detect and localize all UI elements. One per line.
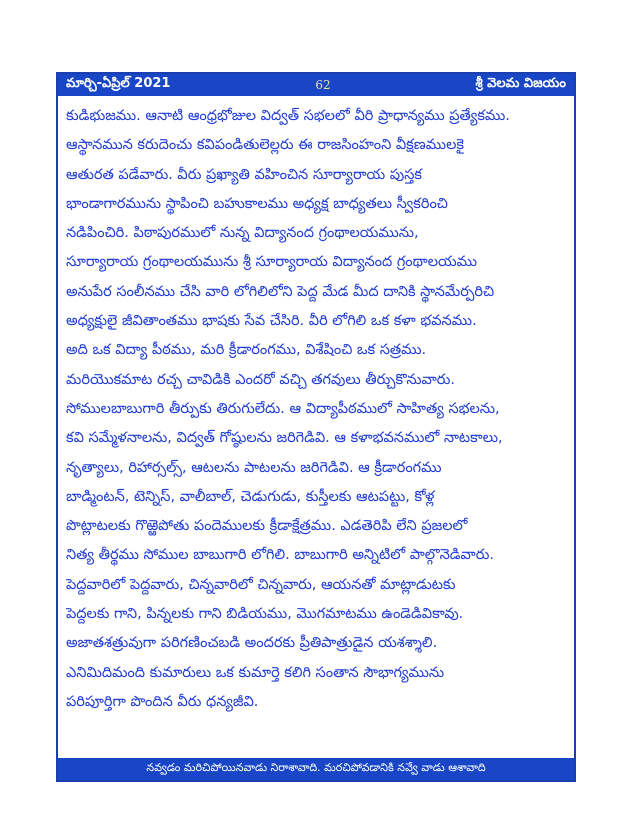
body-line: అనుపేర సంలీనము చేసి వారి లోగిలిలోని పెద్ద మేడ మీద దానికి స్థానమేర్పరిచి <box>66 283 495 300</box>
body-line: పొట్లాటలకు గొఱ్ఱెపోతు పందెములకు క్రీడాక్షేత్రము. ఎడతెరిపి లేని ప్రజలలో <box>66 518 468 535</box>
body-line: అధ్యక్షులై జీవితాంతము భాషకు సేవ చేసిరి. వీరి లోగిలి ఒక కళా భవనము. <box>66 313 477 330</box>
page-number: 62 <box>315 78 331 92</box>
body-line: పెద్దవారిలో పెద్దవారు, చిన్నవారిలో చిన్నవారు, ఆయనతో మాట్లాడుటకు <box>66 576 456 593</box>
header-bar <box>58 74 574 96</box>
body-line: ఎనిమిదిమంది కుమారులు ఒక కుమార్తె కలిగి సంతాన సౌభాగ్యమును <box>66 664 445 681</box>
body-line: కుడిభుజము. ఆనాటి ఆంధ్రభోజుల విద్వత్ సభలలో వీరి ప్రాధాన్యము ప్రత్యేకము. <box>66 108 510 124</box>
body-line: సూర్యారాయ గ్రంథాలయమును శ్రీ సూర్యారాయ విద్యానంద గ్రంథాలయము <box>66 254 478 271</box>
body-line: అజాతశత్రువుగా పరిగణించబడి అందరకు ప్రీతిపాత్రుడైన యశశ్శాలి. <box>66 635 438 652</box>
footer-quote: నవ్వడం మరిచిపోయినవాడు నిరాశావాది. మరచిపోవడానికి నవ్వే వాడు ఆశావాది <box>146 761 486 774</box>
issue-date: మార్చి-ఏప్రిల్ 2021 <box>66 76 171 91</box>
body-line: భాండాగారమును స్థాపించి బహుకాలము అధ్యక్ష బాధ్యతలు స్వీకరించి <box>66 195 448 212</box>
body-line: కవి సమ్మేళనాలను, విద్వత్ గోష్ఠులను జరిగెడివి. ఆ కళాభవనములో నాటకాలు, <box>66 430 503 447</box>
body-line: నిత్య తీర్థము సోముల బాబుగారి లోగిలి. బాబుగారి అన్నిటిలో పాల్గొనెడివారు. <box>66 547 494 564</box>
body-line: పెద్దలకు గాని, పిన్నలకు గాని బిడియము, మొగమాటము ఉండెడివికావు. <box>66 606 464 623</box>
body-line: పరిపూర్తిగా పొందిన వీరు ధన్యజీవి. <box>66 693 259 710</box>
body-line: అది ఒక విద్యా పీఠము, మరి క్రీడారంగము, విశేషించి ఒక సత్రము. <box>66 342 427 359</box>
magazine-title: శ్రీ వెలమ విజయం <box>475 76 566 91</box>
body-line: నృత్యాలు, రిహార్సల్స్, ఆటలను పాటలను జరిగెడివి. ఆ క్రీడారంగము <box>66 459 442 476</box>
article-body <box>66 102 570 717</box>
body-line: సోములబాబుగారి తీర్పుకు తిరుగులేదు. ఆ విద్యాపీఠములో సాహిత్య సభలను, <box>66 400 500 417</box>
page-frame <box>56 72 576 782</box>
body-line: ఆస్థానమున కరుదెంచు కవిపండితులెల్లరు ఈ రాజసింహంని వీక్షణములకై <box>66 137 464 154</box>
body-line: మరియొకమాట రచ్చ చావిడికి ఎందరో వచ్చి తగవులు తీర్చుకొనువారు. <box>66 371 455 388</box>
body-line: ఆతురత పడేవారు. వీరు ప్రఖ్యాతి వహించిన సూర్యారాయ పుస్తక <box>66 166 423 183</box>
body-line: నడిపించిరి. పిఠాపురములో నున్న విద్యానంద గ్రంథాలయమును, <box>66 225 419 242</box>
body-line: బాడ్మింటన్, టెన్నిస్, వాలీబాల్, చెడుగుడు, కుస్తీలకు ఆటపట్టు, కోళ్ల <box>66 488 435 505</box>
footer-bar <box>58 758 574 780</box>
